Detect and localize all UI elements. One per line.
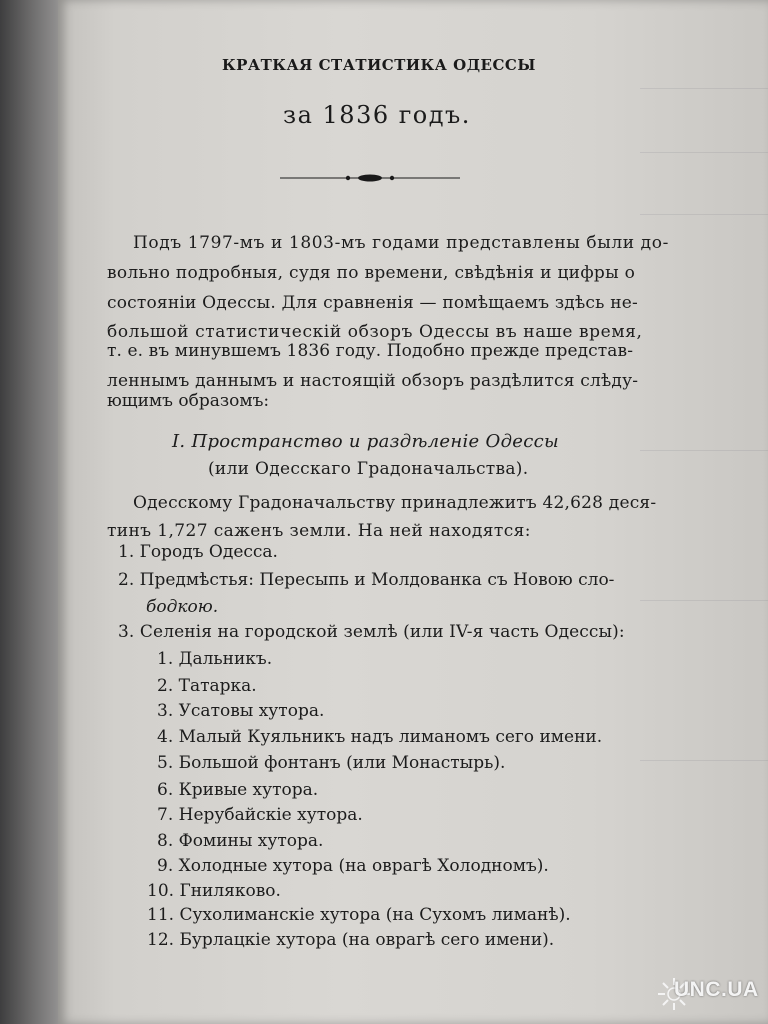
watermark-text: UNC.UA xyxy=(674,978,759,1001)
intro-line: леннымъ даннымъ и настоящій обзоръ раздѣлится слѣду- xyxy=(107,371,639,391)
area-line: Одесскому Градоначальству принадлежитъ 42,628 деся- xyxy=(133,493,657,513)
village-item: 6. Кривые хутора. xyxy=(157,780,319,800)
village-item: 4. Малый Куяльникъ надъ лиманомъ сего имени. xyxy=(157,727,603,747)
show-through-line xyxy=(640,214,768,215)
section-heading: I. Пространство и раздѣленіе Одессы xyxy=(172,431,559,452)
village-item: 7. Нерубайскіе хутора. xyxy=(157,805,363,825)
village-item: 2. Татарка. xyxy=(157,676,257,696)
section-subheading: (или Одесскаго Градоначальства). xyxy=(208,459,529,479)
list-item: 1. Городъ Одесса. xyxy=(118,542,278,562)
show-through-line xyxy=(640,88,768,89)
village-item: 1. Дальникъ. xyxy=(157,649,273,669)
show-through-line xyxy=(640,600,768,601)
village-item: 11. Сухолиманскіе хутора (на Сухомъ лиманѣ). xyxy=(147,905,571,925)
list-item: 2. Предмѣстья: Пересыпь и Молдованка съ Новою сло- xyxy=(118,570,615,590)
village-item: 9. Холодные хутора (на оврагѣ Холодномъ). xyxy=(157,856,549,876)
village-item: 5. Большой фонтанъ (или Монастырь). xyxy=(157,753,506,773)
intro-line: Подъ 1797-мъ и 1803-мъ годами представлены были до- xyxy=(133,233,669,253)
show-through-line xyxy=(640,152,768,153)
intro-line: состояніи Одессы. Для сравненія — помѣщаемъ здѣсь не- xyxy=(107,293,638,313)
list-item: 3. Селенія на городской землѣ (или IV-я часть Одессы): xyxy=(118,622,625,642)
show-through-line xyxy=(640,450,768,451)
intro-line: большой статистическій обзоръ Одессы въ наше время, xyxy=(107,322,643,342)
intro-line: вольно подробныя, судя по времени, свѣдѣнія и цифры о xyxy=(107,263,636,283)
village-item: 12. Бурлацкіе хутора (на оврагѣ сего имени). xyxy=(147,930,555,950)
year-heading: за 1836 годъ. xyxy=(283,101,471,129)
village-item: 10. Гниляково. xyxy=(147,881,281,901)
divider-ornament-icon xyxy=(280,170,460,186)
intro-line: т. е. въ минувшемъ 1836 году. Подобно прежде представ- xyxy=(107,341,634,361)
list-item-continuation: бодкою. xyxy=(146,597,219,617)
page-title: КРАТКАЯ СТАТИСТИКА ОДЕССЫ xyxy=(222,56,536,74)
show-through-line xyxy=(640,760,768,761)
village-item: 8. Фомины хутора. xyxy=(157,831,324,851)
village-item: 3. Усатовы хутора. xyxy=(157,701,325,721)
area-line: тинъ 1,727 саженъ земли. На ней находятся: xyxy=(107,521,531,541)
intro-line: ющимъ образомъ: xyxy=(107,391,270,411)
